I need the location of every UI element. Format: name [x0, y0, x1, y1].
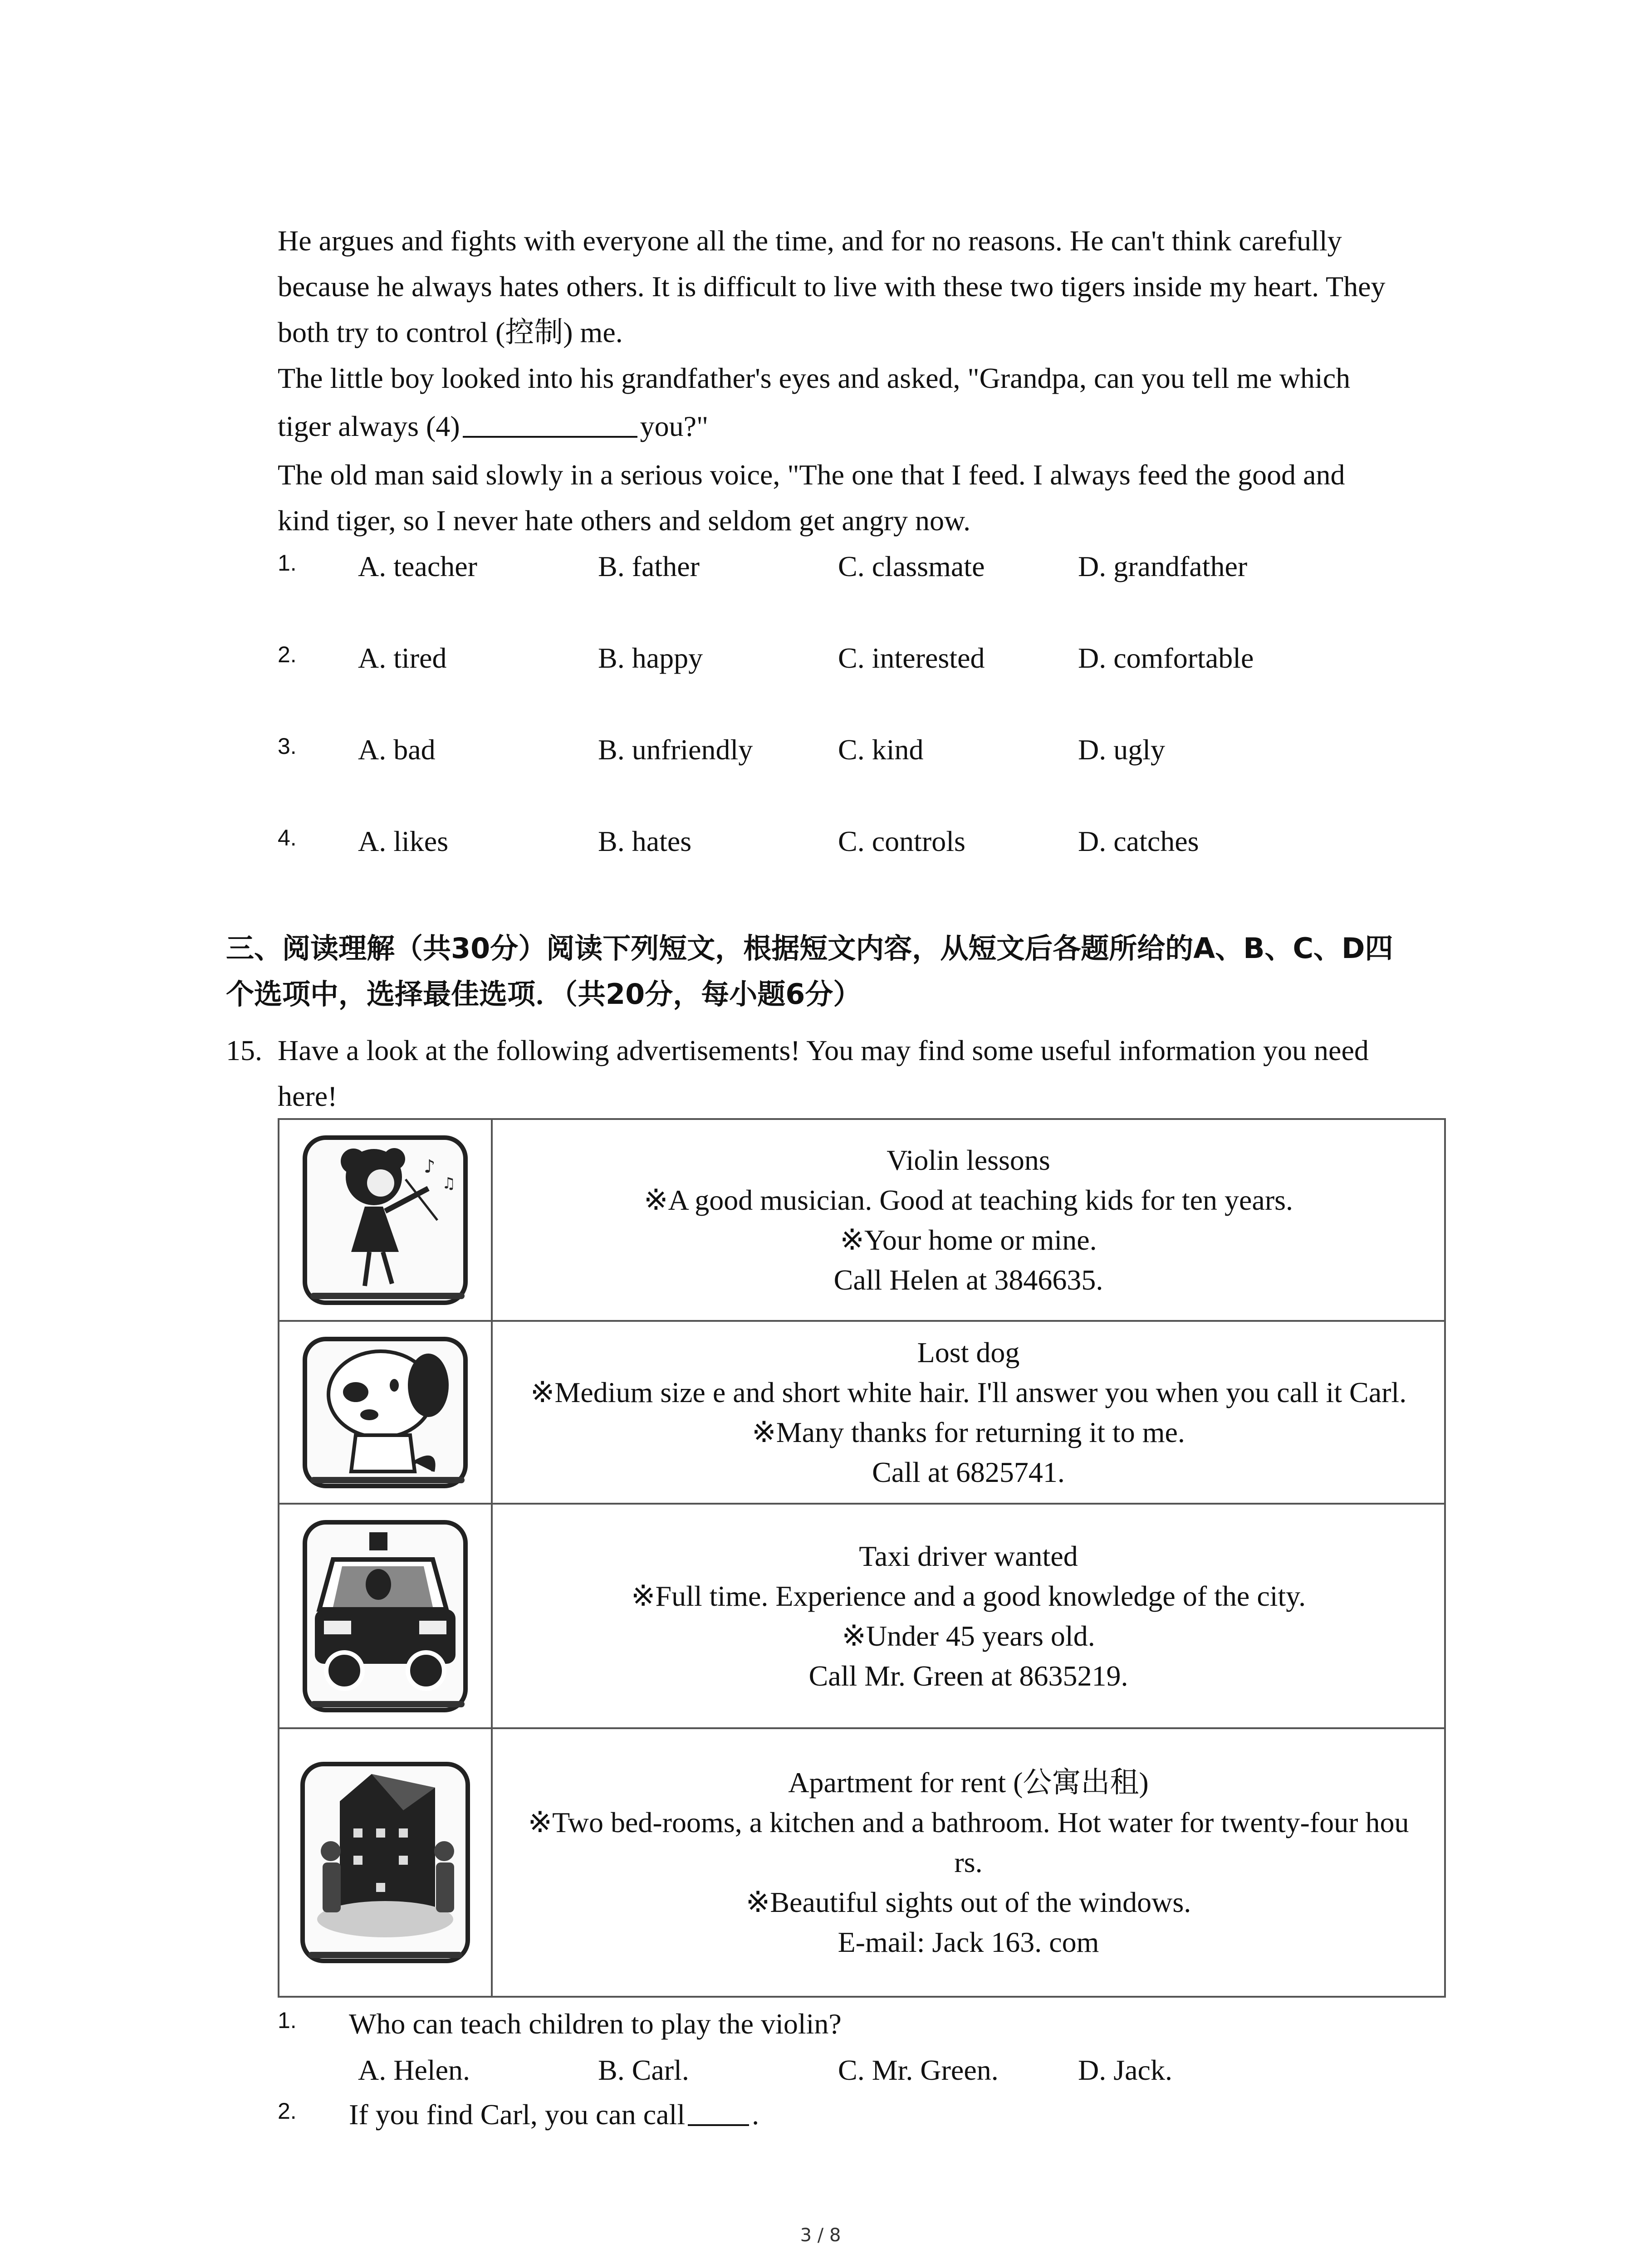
page-number: 3 / 8: [800, 2225, 841, 2246]
passage-line: The little boy looked into his grandfather's eyes and asked, "Grandpa, can you tell me which: [278, 362, 1351, 394]
passage-line: He argues and fights with everyone all the time, and for no reasons. He can't think carefully: [278, 225, 1342, 257]
question-number: 15.: [226, 1034, 262, 1066]
section-heading-line: 三、阅读理解（共30分）阅读下列短文，根据短文内容，从短文后各题所给的A、B、C、D四: [226, 932, 1393, 965]
option-b[interactable]: B. unfriendly: [598, 733, 753, 766]
ad-row-dog: [279, 1321, 1445, 1504]
answer-blank-4[interactable]: [463, 410, 637, 438]
option-number: 3.: [278, 733, 297, 759]
sub-question-2: [278, 2098, 1503, 2139]
ad-picture-cell: [279, 1728, 492, 1997]
passage-line: kind tiger, so I never hate others and seldom get angry now.: [278, 504, 971, 537]
option-c[interactable]: C. kind: [838, 733, 924, 766]
answer-blank[interactable]: [688, 2098, 749, 2126]
option-row-3: [278, 733, 1503, 774]
passage-text: you?": [640, 410, 709, 442]
ad-text-cell: [492, 1119, 1445, 1321]
sub-question-text-before: If you find Carl, you can call: [349, 2098, 686, 2131]
ad-line: Call at 6825741.: [872, 1456, 1065, 1488]
ad-line: ※Your home or mine.: [840, 1223, 1097, 1256]
ad-title: Taxi driver wanted: [859, 1540, 1078, 1572]
ad-text-cell: [492, 1321, 1445, 1504]
svg-text:♪: ♪: [424, 1156, 436, 1177]
option-d[interactable]: D. grandfather: [1078, 550, 1248, 582]
option-b[interactable]: B. hates: [598, 825, 692, 857]
cloze-passage: [278, 218, 1457, 543]
option-d[interactable]: D. comfortable: [1078, 642, 1254, 674]
question-text: Have a look at the following advertisements! You may find some useful information you need: [278, 1034, 1369, 1066]
option-c[interactable]: C. Mr. Green.: [838, 2054, 999, 2086]
sub-question-text: Who can teach children to play the violin?: [349, 2008, 842, 2040]
ad-title: Lost dog: [917, 1336, 1020, 1369]
option-c[interactable]: C. interested: [838, 642, 985, 674]
option-c[interactable]: C. classmate: [838, 550, 985, 582]
section-heading: [226, 925, 1496, 1017]
ad-line: Call Mr. Green at 8635219.: [808, 1659, 1128, 1692]
option-d[interactable]: D. catches: [1078, 825, 1199, 857]
question-text: here!: [278, 1080, 338, 1112]
ad-picture-cell: [279, 1321, 492, 1504]
ad-line: ※Beautiful sights out of the windows.: [745, 1886, 1191, 1918]
sub-question-1: [278, 2007, 1503, 2048]
option-d[interactable]: D. Jack.: [1078, 2054, 1172, 2086]
option-c[interactable]: C. controls: [838, 825, 965, 857]
option-b[interactable]: B. happy: [598, 642, 703, 674]
ad-line: rs.: [954, 1846, 983, 1878]
option-row-2: [278, 641, 1503, 682]
sub-question-number: 1.: [278, 2008, 297, 2033]
ad-picture-cell: [279, 1119, 492, 1321]
option-number: 2.: [278, 642, 297, 667]
advertisements-table: [278, 1118, 1446, 1998]
sub-question-number: 2.: [278, 2098, 297, 2124]
ad-row-taxi: [279, 1504, 1445, 1728]
dog-icon: [301, 1335, 469, 1490]
option-a[interactable]: A. tired: [358, 642, 447, 674]
ad-line: ※A good musician. Good at teaching kids for ten years.: [643, 1183, 1293, 1216]
option-a[interactable]: A. Helen.: [358, 2054, 470, 2086]
sub-question-text: [349, 2098, 759, 2131]
ad-line: E-mail: Jack 163. com: [838, 1926, 1099, 1958]
violin-girl-icon: [301, 1134, 469, 1306]
svg-text:♫: ♫: [442, 1174, 456, 1193]
ad-line: Call Helen at 3846635.: [833, 1263, 1103, 1296]
ad-title: Violin lessons: [887, 1144, 1050, 1176]
ad-line: ※Many thanks for returning it to me.: [752, 1416, 1185, 1448]
option-a[interactable]: A. likes: [358, 825, 449, 857]
ad-title: Apartment for rent (公寓出租): [788, 1766, 1149, 1799]
option-row-1: [278, 550, 1503, 591]
taxi-icon: [301, 1519, 469, 1714]
option-number: 1.: [278, 550, 297, 576]
passage-line: because he always hates others. It is difficult to live with these two tigers inside my heart. They: [278, 270, 1386, 303]
ad-line: ※Full time. Experience and a good knowledge of the city.: [631, 1579, 1306, 1612]
apartment-building-icon: [299, 1760, 471, 1965]
option-b[interactable]: B. Carl.: [598, 2054, 689, 2086]
option-d[interactable]: D. ugly: [1078, 733, 1165, 766]
passage-line: both try to control (控制) me.: [278, 316, 623, 348]
passage-line-with-blank: [278, 401, 1457, 452]
ad-picture-cell: [279, 1504, 492, 1728]
section-heading-line: 个选项中，选择最佳选项．（共20分，每小题6分）: [226, 978, 862, 1011]
ad-line: ※Two bed-rooms, a kitchen and a bathroom. Hot water for twenty-four hou: [528, 1806, 1409, 1838]
ad-row-apartment: [279, 1728, 1445, 1997]
passage-text: tiger always (4): [278, 410, 460, 442]
ad-line: ※Under 45 years old.: [842, 1619, 1095, 1652]
option-a[interactable]: A. teacher: [358, 550, 477, 582]
sub-question-text-after: .: [752, 2098, 759, 2131]
passage-line: The old man said slowly in a serious voice, "The one that I feed. I always feed the good and: [278, 459, 1345, 491]
ad-row-violin: [279, 1119, 1445, 1321]
ad-text-cell: [492, 1504, 1445, 1728]
option-b[interactable]: B. father: [598, 550, 700, 582]
option-row-4: [278, 825, 1503, 865]
ad-line: ※Medium size e and short white hair. I'll answer you when you call it Carl.: [530, 1376, 1407, 1408]
option-number: 4.: [278, 825, 297, 850]
option-a[interactable]: A. bad: [358, 733, 436, 766]
sub-question-1-options: [278, 2053, 1503, 2094]
ad-text-cell: [492, 1728, 1445, 1997]
